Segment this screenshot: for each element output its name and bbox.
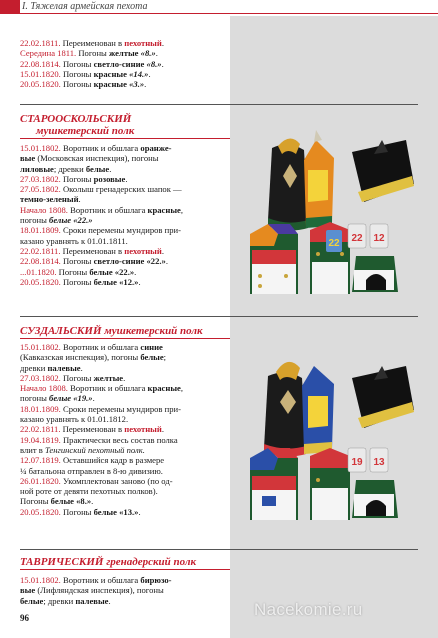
entry-text: казано уравнять к 01.01.1811.	[20, 235, 128, 246]
entry-text: .	[161, 424, 165, 435]
entry-date: ...01.1820.	[20, 266, 57, 277]
entry-text: .	[161, 245, 165, 256]
entry-line	[20, 466, 232, 476]
entry-line	[20, 393, 232, 403]
entry-date: Начало 1808.	[20, 204, 68, 215]
section1-subtitle: мушкетерский полк	[36, 125, 135, 137]
entry-date: 20.05.1820.	[20, 276, 61, 287]
entry-line	[20, 585, 232, 595]
epaulette-number: 19	[351, 457, 363, 468]
entry-date: 27.03.1802.	[20, 173, 61, 184]
entry-date: 15.01.1802.	[20, 143, 61, 153]
entry-text: .	[144, 79, 147, 90]
entry-text: Погоны	[60, 79, 94, 90]
entry-text: синие	[140, 342, 163, 352]
entry-text: Переименован в	[60, 424, 125, 435]
section1-uniform-illustration	[238, 130, 428, 310]
shako-icon	[352, 366, 414, 428]
entry-text: Воротник и обшлага	[67, 204, 148, 215]
entry-date: 27.03.1802.	[20, 372, 61, 383]
entry-text: Практически весь состав полка	[60, 434, 178, 445]
entry-text: (Московская инспекция), погоны	[35, 153, 159, 164]
entry-date: 15.01.1802.	[20, 342, 61, 352]
entry-text: Переименован в	[60, 38, 125, 48]
entry-line	[20, 476, 232, 486]
entry-text: .	[165, 256, 168, 267]
entry-line	[20, 486, 232, 496]
epaulette-number: 22	[328, 238, 340, 249]
grenadier-cap-icon	[268, 138, 308, 230]
entry-line	[20, 69, 232, 79]
entry-line	[20, 435, 232, 445]
entry-text: белые «8.»	[50, 496, 92, 507]
entry-line	[20, 79, 232, 89]
entry-text: Воротник и обшлага	[67, 383, 148, 394]
entry-text: ;	[163, 352, 167, 363]
entry-line	[20, 225, 232, 235]
entry-line	[20, 352, 232, 362]
entry-text: погоны	[20, 393, 50, 404]
illustration-panel	[230, 16, 438, 638]
entry-text: вые	[20, 585, 36, 596]
entry-line	[20, 143, 232, 153]
entry-line	[20, 48, 232, 58]
cartridge-pouch-icon	[352, 256, 398, 292]
entry-text: Околыш гренадерских шапок —	[60, 184, 182, 195]
entry-text: белые	[20, 595, 44, 606]
page-number: 96	[20, 613, 29, 623]
entry-text: темно-зеленый	[20, 194, 79, 205]
epaulette-icon	[370, 448, 388, 472]
shako-icon	[352, 140, 414, 202]
entry-text: .	[138, 506, 141, 517]
entry-text: белые «13.»	[93, 506, 139, 517]
entry-text: .	[80, 362, 83, 373]
entry-text: .	[138, 276, 141, 287]
entry-date: Середина 1811.	[20, 48, 77, 59]
running-header	[0, 0, 438, 14]
uniform-collar-icon	[250, 224, 298, 294]
entry-line	[20, 507, 232, 517]
entry-text: .	[161, 38, 165, 48]
entry-line	[20, 414, 232, 424]
entry-text: палевые	[47, 362, 81, 373]
entry-text: Погоны	[60, 68, 94, 79]
section2-title: СУЗДАЛЬСКИЙ мушкетерский полк	[20, 325, 203, 337]
entry-text: красные	[147, 383, 181, 394]
entry-text: погоны	[20, 215, 50, 226]
top-entries	[20, 38, 232, 89]
entry-line	[20, 342, 232, 352]
entry-text: .	[148, 68, 151, 79]
section1-entries	[20, 143, 232, 287]
entry-text: розовые	[93, 173, 126, 184]
entry-text: пехотный	[124, 38, 162, 48]
epaulette-icon	[348, 224, 366, 248]
entry-text: .	[92, 393, 95, 404]
entry-date: 18.01.1809.	[20, 225, 61, 236]
entry-text: Погоны	[76, 48, 109, 59]
entry-text: (Лифляндская инспекция), погоны	[35, 585, 164, 596]
entry-text: светло-синие «22.»	[93, 256, 166, 267]
entry-line	[20, 455, 232, 465]
entry-line	[20, 424, 232, 434]
entry-text: .	[155, 48, 158, 59]
entry-date: 12.07.1819.	[20, 455, 61, 466]
entry-date: 22.08.1814.	[20, 256, 61, 267]
entry-text: «14.»	[129, 68, 149, 79]
entry-text: лиловые	[20, 163, 54, 174]
entry-text: белые	[140, 352, 164, 363]
entry-line	[20, 215, 232, 225]
epaulette-icon	[326, 230, 342, 252]
cartridge-pouch-icon	[352, 480, 398, 518]
entry-text: Погоны	[60, 276, 94, 287]
entry-line	[20, 184, 232, 194]
entry-text: белые «22.»	[49, 215, 93, 226]
entry-text: ,	[180, 383, 184, 394]
entry-date: 27.05.1802.	[20, 184, 61, 195]
entry-text: белые «22.»	[89, 266, 135, 277]
entry-text: ной роте от девяти пехотных полков).	[20, 486, 158, 497]
entry-line	[20, 277, 232, 287]
section3-underline	[20, 569, 230, 570]
epaulette-number: 13	[373, 457, 385, 468]
entry-text: красные	[93, 79, 127, 90]
entry-text: вые	[20, 153, 36, 164]
entry-line	[20, 267, 232, 277]
entry-date: 19.04.1819.	[20, 434, 61, 445]
entry-text: .	[134, 266, 137, 277]
entry-text: красные	[93, 68, 127, 79]
section-separator	[20, 549, 418, 550]
entry-line	[20, 445, 232, 455]
entry-text: оранже-	[140, 143, 172, 153]
entry-line	[20, 575, 232, 585]
section3-title: ТАВРИЧЕСКИЙ гренадерский полк	[20, 556, 197, 568]
entry-line	[20, 236, 232, 246]
grenadier-cap-icon	[264, 362, 306, 457]
entry-text: казано уравнять к 01.01.1812.	[20, 414, 129, 425]
entry-line	[20, 38, 232, 48]
section3-entries	[20, 575, 232, 606]
epaulette-number: 12	[373, 233, 385, 244]
entry-line	[20, 373, 232, 383]
entry-text: Сроки перемены мундиров при-	[60, 403, 181, 414]
entry-text: Погоны	[60, 256, 94, 267]
entry-date: 22.02.1811.	[20, 424, 61, 435]
entry-text: влит в	[20, 444, 45, 455]
entry-text: Воротник и обшлага	[60, 143, 141, 153]
entry-text: «8.»	[140, 48, 156, 59]
entry-text: Погоны	[60, 58, 94, 69]
entry-text: .	[161, 58, 164, 69]
section1-title: СТАРООСКОЛЬСКИЙ	[20, 113, 132, 125]
entry-date: Начало 1808.	[20, 383, 68, 394]
entry-text: красные	[147, 204, 181, 215]
entry-text: ; древки	[43, 595, 76, 606]
entry-date: 22.02.1811.	[20, 38, 61, 48]
entry-date: 18.01.1809.	[20, 403, 61, 414]
uniform-collar-icon	[310, 448, 350, 520]
entry-text: Погоны	[60, 506, 94, 517]
entry-date: 20.05.1820.	[20, 506, 61, 517]
entry-text: ; древки	[53, 163, 86, 174]
entry-date: 15.01.1802.	[20, 575, 61, 585]
entry-line	[20, 256, 232, 266]
entry-text: желтые	[93, 372, 124, 383]
section-separator	[20, 104, 418, 105]
entry-text: светло-синие	[93, 58, 145, 69]
entry-date: 15.01.1820.	[20, 68, 61, 79]
section1-underline	[20, 138, 230, 139]
entry-text: «3.»	[129, 79, 145, 90]
entry-text: Погоны	[60, 173, 94, 184]
entry-text: (Кавказская инспекция), погоны	[20, 352, 141, 363]
entry-line	[20, 153, 232, 163]
grenadier-cap-icon	[304, 130, 334, 228]
entry-text: ,	[180, 204, 184, 215]
entry-text: «8.»	[146, 58, 162, 69]
entry-line	[20, 363, 232, 373]
entry-text: древки	[20, 362, 48, 373]
entry-date: 22.08.1814.	[20, 58, 61, 69]
epaulette-icon	[370, 224, 388, 248]
entry-line	[20, 246, 232, 256]
entry-text: .	[123, 372, 126, 383]
entry-line	[20, 194, 232, 204]
entry-text: белые «19.»	[49, 393, 93, 404]
uniform-collar-icon	[250, 448, 298, 520]
entry-text: Погоны	[20, 496, 51, 507]
entry-text: Погоны	[56, 266, 90, 277]
entry-text: ¼ батальона отправлен в 8-ю дивизию.	[20, 465, 163, 476]
section2-underline	[20, 338, 230, 339]
entry-text: Укомплектован заново (по од-	[60, 475, 173, 486]
entry-text: .	[78, 194, 81, 205]
grenadier-cap-icon	[302, 366, 334, 454]
entry-text: белые	[85, 163, 110, 174]
entry-line	[20, 59, 232, 69]
entry-line	[20, 496, 232, 506]
entry-text: .	[91, 496, 94, 507]
entry-date: 20.05.1820.	[20, 79, 61, 90]
entry-text: .	[125, 173, 128, 184]
header-rule	[20, 13, 438, 14]
entry-text: бирюзо-	[140, 575, 172, 585]
entry-line	[20, 205, 232, 215]
entry-text: Воротник и обшлага	[60, 342, 141, 352]
header-accent-bar	[0, 0, 20, 14]
entry-text: белые «12.»	[93, 276, 139, 287]
entry-text: пехотный	[124, 245, 162, 256]
entry-text: Оставшийся кадр в размере	[60, 455, 165, 466]
entry-line	[20, 404, 232, 414]
watermark: Nacekomie.ru	[254, 600, 363, 619]
epaulette-number: 22	[351, 233, 363, 244]
entry-date: 26.01.1820.	[20, 475, 61, 486]
entry-text: .	[109, 163, 112, 174]
entry-line	[20, 164, 232, 174]
entry-text: Сроки перемены мундиров при-	[60, 225, 181, 236]
entry-line	[20, 596, 232, 606]
entry-text: палевые	[75, 595, 109, 606]
entry-line	[20, 174, 232, 184]
entry-text: пехотный	[124, 424, 162, 435]
entry-text: Переименован в	[60, 245, 125, 256]
section2-entries	[20, 342, 232, 517]
entry-text: Воротник и обшлага	[60, 575, 141, 585]
entry-text: Тенгинский пехотный полк.	[44, 444, 145, 455]
section-separator	[20, 316, 418, 317]
entry-line	[20, 383, 232, 393]
entry-text: Погоны	[60, 372, 94, 383]
epaulette-icon	[348, 448, 366, 472]
entry-date: 22.02.1811.	[20, 245, 61, 256]
entry-text: .	[108, 595, 111, 606]
entry-text: желтые	[108, 48, 139, 59]
section2-uniform-illustration	[238, 356, 428, 536]
header-title: I. Тяжелая армейская пехота	[22, 1, 148, 12]
